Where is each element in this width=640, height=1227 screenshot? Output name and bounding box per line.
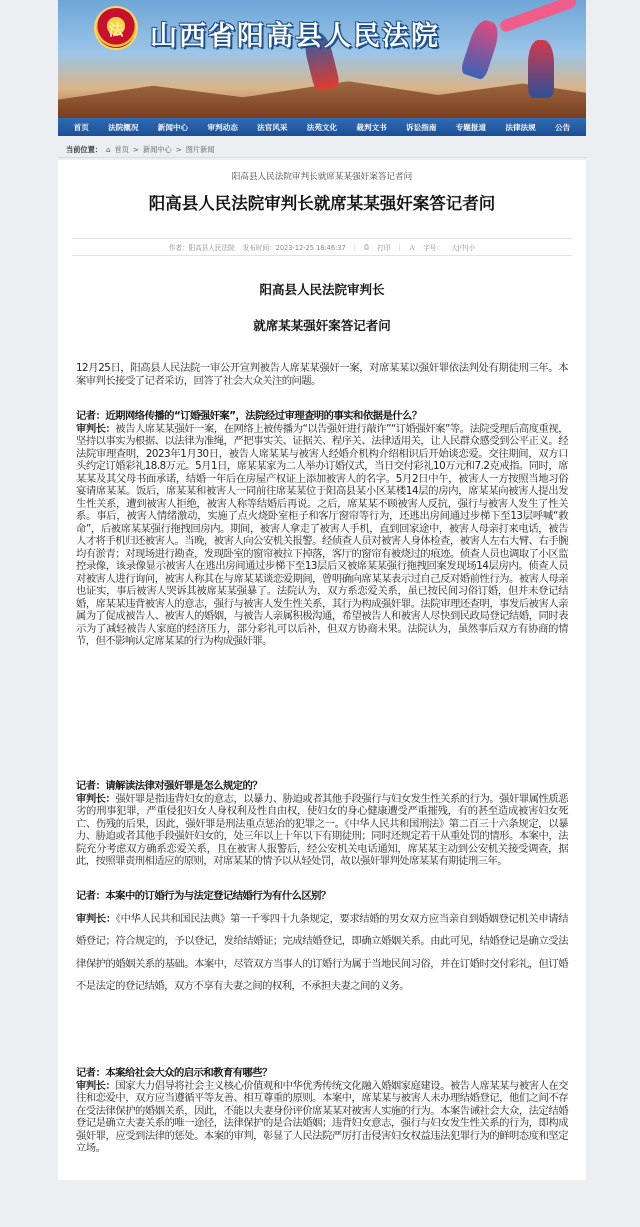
- breadcrumb-separator: >: [132, 145, 139, 154]
- nav-item-judges[interactable]: 法官风采: [257, 122, 288, 132]
- emblem-char: 法: [108, 21, 124, 39]
- breadcrumb-label: 当前位置：: [66, 144, 102, 154]
- fontsize-options[interactable]: 大|中|小: [451, 244, 476, 252]
- article-card: [58, 160, 586, 1180]
- qa-section-2: [76, 780, 568, 868]
- qa-question: 记者：请解读法律对强奸罪是怎么规定的？: [76, 780, 263, 792]
- qa-question: 记者：近期网络传播的“订婚强奸案”，法院经过审理查明的事实和依据是什么？: [76, 410, 422, 422]
- qa-answer-text: 国家大力倡导将社会主义核心价值观和中华优秀传统文化融入婚姻家庭建设。被告人席某某与被害人在交往和恋爱中，双方应当遵循平等友善、相互尊重的原则。本案中，席某某与被害人未办理结婚登记，他们之间不存在受法律保护的婚姻关系，因此，不能以夫妻身份评价席某某对被害人实施的行为。本案告诫社会大众，法定结婚登记是确立夫妻关系的唯一途径，法律保护的是合法婚姻；违背妇女意志，强行与妇女发生性关系的行为，即构成强奸罪，应受到法律的惩处。本案的审判，彰显了人民法院严厉打击侵害妇女权益违法犯罪行为的鲜明态度和坚定立场。: [76, 1079, 569, 1154]
- court-emblem-icon[interactable]: [94, 6, 138, 50]
- print-button[interactable]: 打印: [377, 244, 391, 252]
- qa-section-4: [76, 1067, 568, 1155]
- article-subtitle-2: 就席某某强奸案答记者问: [253, 318, 391, 333]
- qa-answer-lead: 审判长：: [76, 422, 116, 435]
- qa-answer-lead: 审判长：: [76, 1079, 116, 1092]
- qa-question: 记者：本案给社会大众的启示和教育有哪些？: [76, 1067, 272, 1079]
- banner-dancer: [528, 40, 554, 98]
- qa-answer-lead: 审判长：: [76, 912, 116, 925]
- article-author: 作者：阳高县人民法院: [168, 244, 235, 252]
- qa-answer: [76, 908, 568, 998]
- nav-item-judgments[interactable]: 裁判文书: [356, 122, 387, 132]
- site-banner: [58, 0, 586, 118]
- qa-answer-text: 被告人席某某强奸一案，在网络上被传播为“以告强奸进行敲诈”“订婚强奸案”等。法院受理后高度重视，坚持以事实为根据、以法律为准绳，严把事实关、证据关、程序关、法律适用关，让人民群众感受到公平正义。经法院审理查明，2023年1月30日，被告人席某某与被害人经婚介机构介绍相识后开始谈恋爱。交往期间，双方口头约定订婚彩礼18.8万元。5月1日，席某某家为二人举办订婚仪式，当日交付彩礼10万元和7.2克戒指。同时，席某某及其父母书面承诺，结婚一年后在房屋产权证上添加被害人的名字。5月2日中午，被害人一方按照当地习俗宴请席某某。饭后，席某某和被害人一同前往席某某位于阳高县某小区某楼14层的房内，席某某向被害人提出发生性关系，遭到被害人拒绝，被害人称等结婚后再说。之后，席某某不顾被害人反抗，强行与被害人发生了性关系。事后，被害人情绪激动，实施了点火烧卧室柜子和客厅窗帘等行为，还逃出房间通过步梯下至13层呼喊“救命”，后被席某某强行拖拽回房内。期间，被害人拿走了被害人手机，直到回家途中，被害人母亲打来电话，被告人才将手机归还被害人。当晚，被害人向公安机关报警。经侦查人员对被害人身体检查，被害人左右大臂、右手腕均有淤青；对现场进行勘查，发现卧室的窗帘被拉下掉落，客厅的窗帘有被烧过的痕迹。侦查人员也调取了小区监控录像，该录像显示被害人在逃出房间通过步梯下至13层后又被席某某强行拖拽回案发现场14层房内。侦查人员对被害人进行询问，被害人称其在与席某某谈恋爱期间，曾明确向席某某表示过自己反对婚前性行为。被害人母亲也证实，事后被害人哭诉其被席某某强暴了。法院认为，双方系恋爱关系，虽已按民间习俗订婚，但并未登记结婚，席某某违背被害人的意志，强行与被害人发生性关系，其行为构成强奸罪。法院审理还查明，事发后被害人亲属为了促成被告人、被害人的婚姻，与被告人亲属积极沟通，希望被告人和被害人尽快到民政局登记结婚，同时表示为了减轻被告人家庭的经济压力，部分彩礼可以后补，但双方协商未果。法院认为，虽然事后双方有协商的情节，但不影响认定席某某的行为构成强奸罪。: [76, 422, 569, 647]
- qa-section-1: [76, 410, 568, 648]
- article-meta: [72, 238, 572, 256]
- article-category-line: 阳高县人民法院审判长就席某某强奸案答记者问: [231, 172, 413, 182]
- breadcrumb-separator: >: [175, 145, 182, 154]
- site-title[interactable]: 山西省阳高县人民法院: [150, 21, 440, 52]
- fontsize-label: 字号：: [423, 244, 443, 252]
- nav-item-reports[interactable]: 专题报道: [455, 122, 487, 132]
- banner-dancer: [460, 17, 503, 80]
- home-icon: ⌂: [105, 145, 111, 154]
- nav-item-culture[interactable]: 法苑文化: [306, 122, 338, 132]
- main-nav: [58, 118, 586, 136]
- article-published: 发布时间：2023-12-25 18:46:37: [242, 244, 346, 252]
- banner-ribbon: [498, 0, 577, 33]
- qa-answer-lead: 审判长：: [76, 792, 116, 805]
- article-title: 阳高县人民法院审判长就席某某强奸案答记者问: [148, 194, 496, 213]
- meta-divider: |: [353, 243, 356, 251]
- breadcrumb: [58, 142, 586, 158]
- qa-answer: [76, 1080, 568, 1155]
- qa-section-3: [76, 885, 568, 998]
- breadcrumb-item-home[interactable]: 首页: [114, 144, 129, 154]
- intro-paragraph: 12月25日，阳高县人民法院一审公开宣判被告人席某某强奸一案，对席某某以强奸罪依法判处有期徒刑三年。本案审判长接受了记者采访，回答了社会大众关注的问题。: [76, 362, 568, 387]
- breadcrumb-item-news[interactable]: 新闻中心: [142, 144, 172, 154]
- qa-question: 记者：本案中的订婚行为与法定登记结婚行为有什么区别？: [76, 890, 331, 902]
- qa-answer: [76, 793, 568, 868]
- nav-item-news[interactable]: 新闻中心: [157, 122, 189, 132]
- nav-item-notices[interactable]: 公告: [555, 122, 571, 132]
- nav-item-home[interactable]: 首页: [73, 122, 89, 132]
- qa-answer: [76, 423, 568, 648]
- nav-item-laws[interactable]: 法律法规: [505, 122, 536, 132]
- qa-answer-text: 强奸罪是指违背妇女的意志，以暴力、胁迫或者其他手段强行与妇女发生性关系的行为。强奸罪属性质恶劣的刑事犯罪，严重侵犯妇女人身权利及性自由权，使妇女的身心健康遭受严重摧残，有的甚至造成被害妇女死亡、伤残的后果，因此，强奸罪是刑法重点惩治的犯罪之一。《中华人民共和国刑法》第二百三十六条规定，以暴力、胁迫或者其他手段强奸妇女的，处三年以上十年以下有期徒刑；同时还规定若干从重处罚的情形。本案中，法院充分考虑双方确系恋爱关系，且在被害人报警后，经公安机关电话通知，席某某主动到公安机关接受调查，据此，按照罪责刑相适应的原则，对席某某的情予以从轻处罚，故以强奸罪判处席某某有期徒刑三年。: [76, 792, 569, 867]
- nav-item-guide[interactable]: 诉讼指南: [406, 122, 437, 132]
- nav-item-court-overview[interactable]: 法院概况: [108, 122, 139, 132]
- fontsize-icon: Ａ: [408, 244, 416, 252]
- print-icon[interactable]: ⎙: [363, 242, 370, 251]
- breadcrumb-item-photo-news[interactable]: 图片新闻: [185, 144, 215, 154]
- article-subtitle-1: 阳高县人民法院审判长: [259, 282, 385, 297]
- nav-item-trials[interactable]: 审判动态: [207, 122, 238, 132]
- article-intro: [76, 362, 568, 387]
- meta-divider: |: [398, 243, 401, 251]
- qa-answer-text: 《中华人民共和国民法典》第一千零四十九条规定，要求结婚的男女双方应当亲自到婚姻登记机关申请结婚登记；符合规定的，予以登记，发给结婚证；完成结婚登记，即确立婚姻关系。由此可见，结婚登记是确立受法律保护的婚姻关系的基础。本案中，尽管双方当事人的订婚行为属于当地民间习俗，并在订婚时交付彩礼，但订婚不是法定的登记结婚，双方不享有夫妻之间的权利，不承担夫妻之间的义务。: [76, 912, 569, 992]
